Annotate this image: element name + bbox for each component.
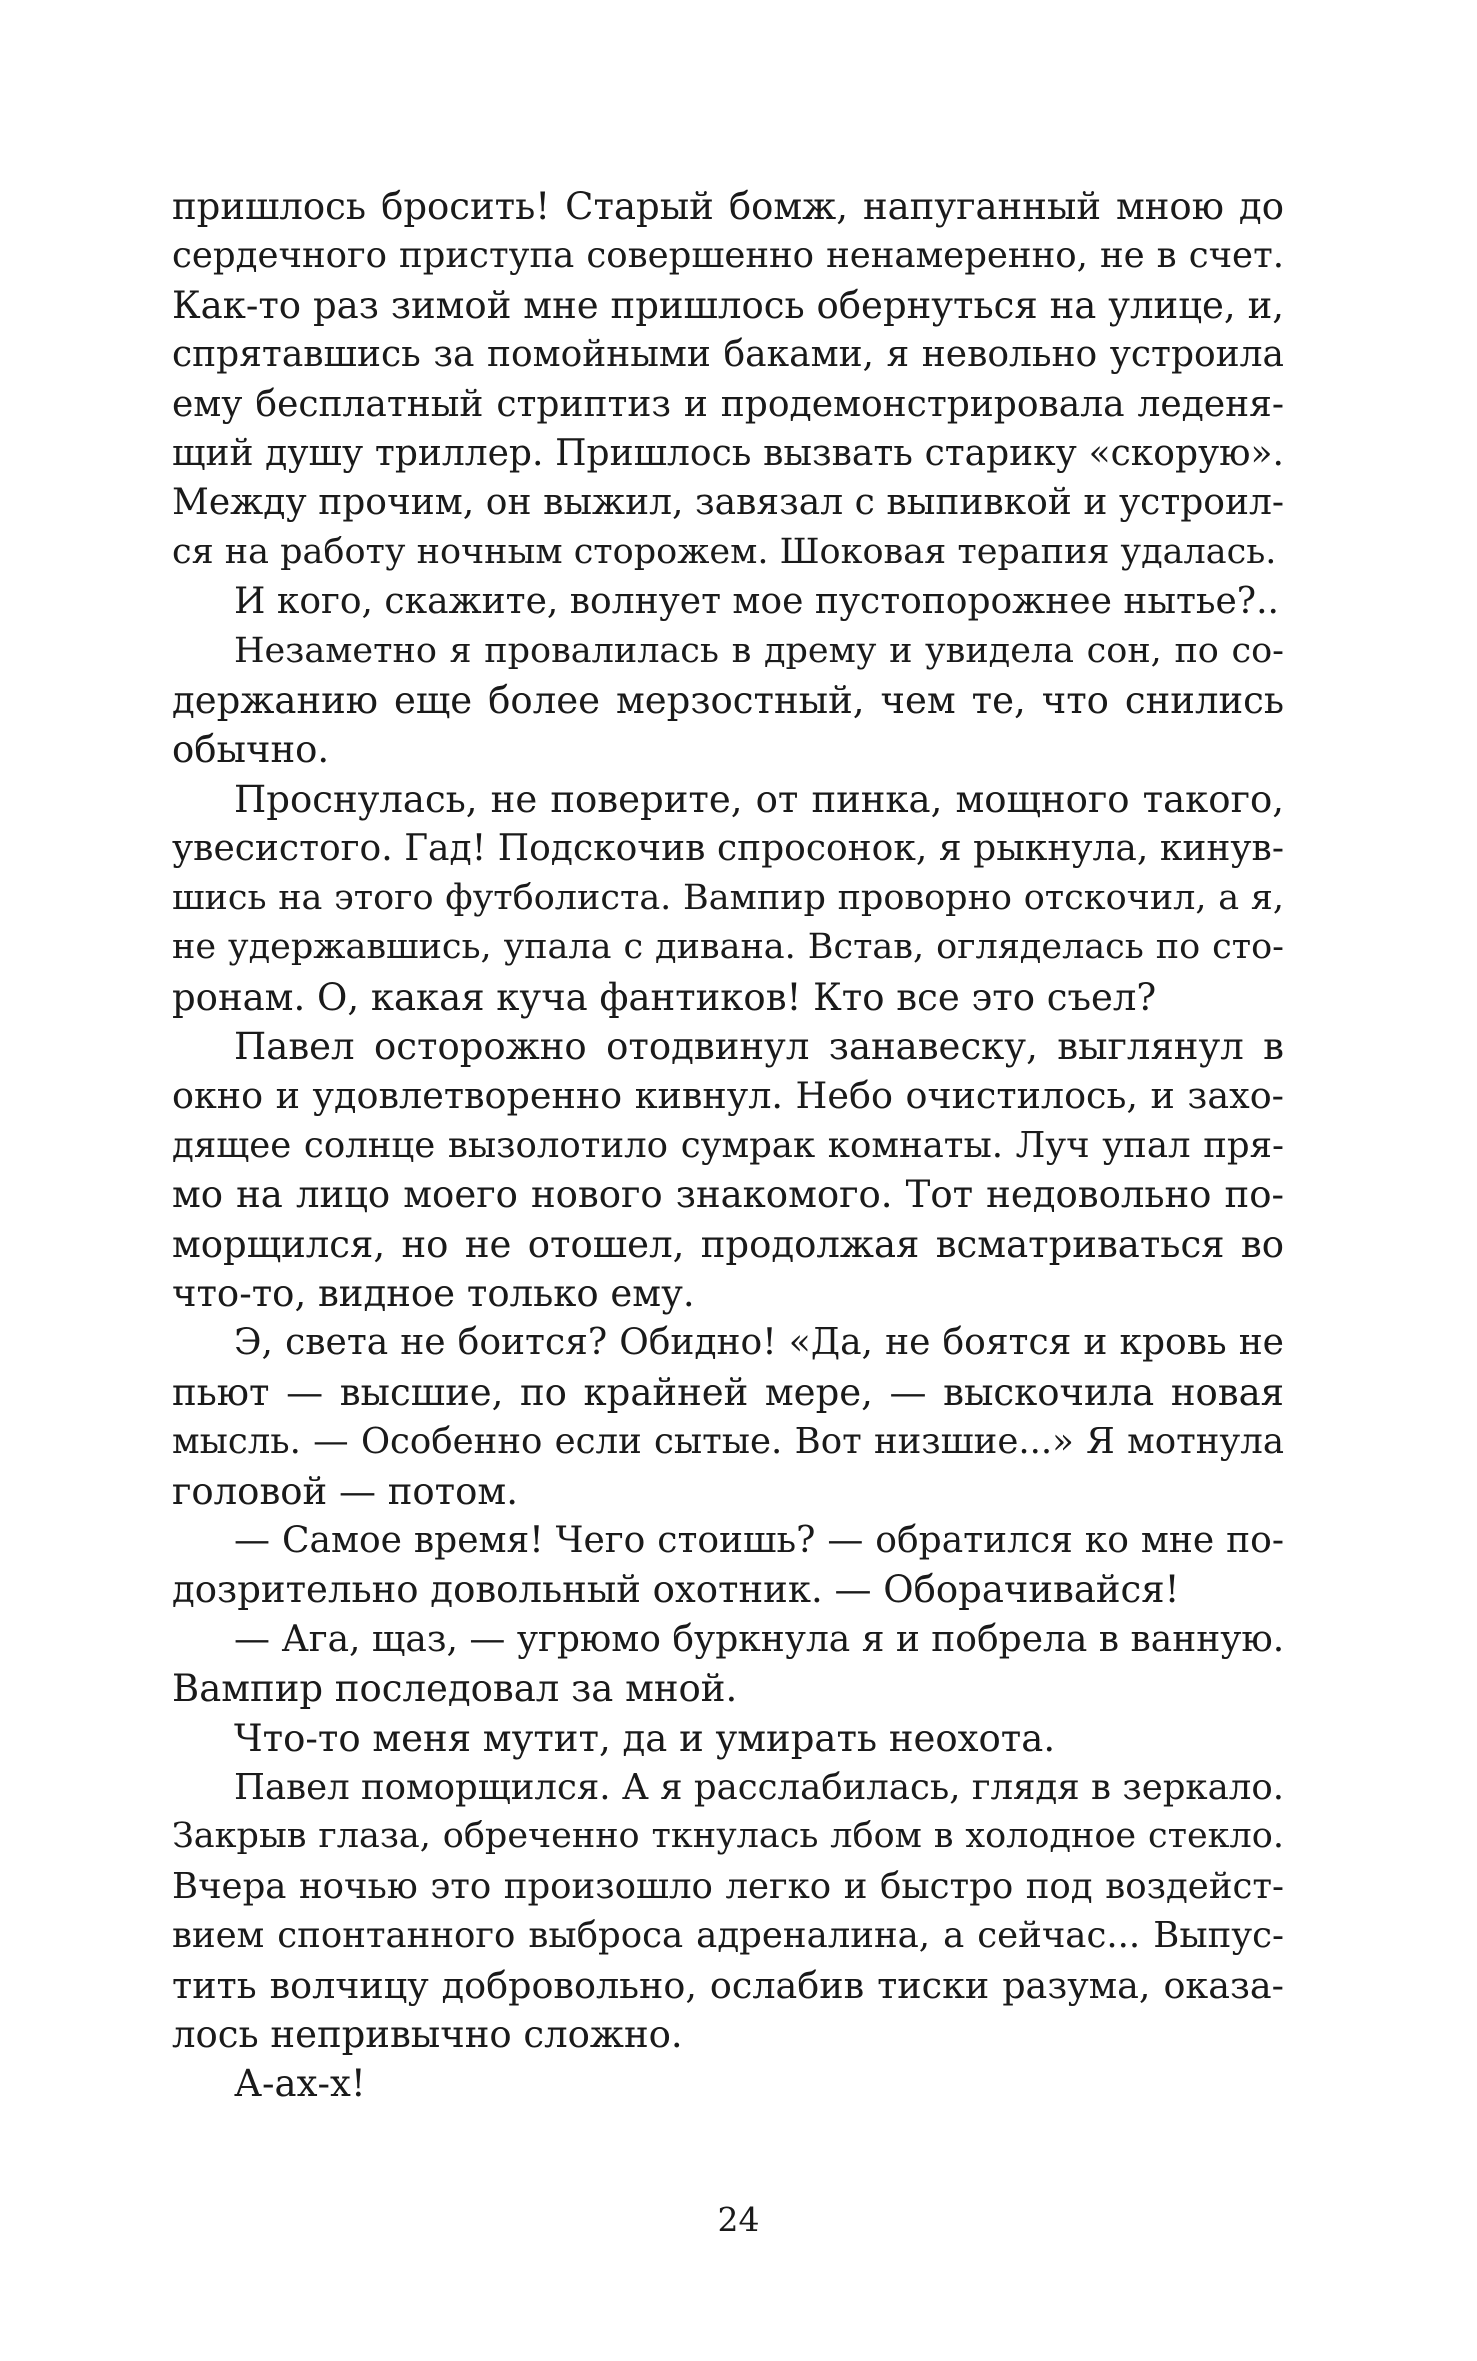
text-line: дозрительно довольный охотник. — Оборачивайся! [172, 1568, 1180, 1612]
text-line: спрятавшись за помойными баками, я невольно устроила [172, 334, 1284, 376]
text-line: ся на работу ночным сторожем. Шоковая терапия удалась. [172, 531, 1277, 572]
text-line: не удержавшись, упала с дивана. Встав, огляделась по сто- [172, 927, 1284, 968]
page-number: 24 [717, 2200, 760, 2239]
text-line: окно и удовлетворенно кивнул. Небо очистилось, и захо- [172, 1074, 1284, 1118]
text-line: Павел поморщился. А я расслабилась, глядя в зеркало. [234, 1767, 1284, 1808]
text-line: мо на лицо моего нового знакомого. Тот недовольно по- [172, 1173, 1284, 1217]
text-line: тить волчицу добровольно, ослабив тиски разума, оказа- [172, 1963, 1284, 2007]
text-line: — Ага, щаз, — угрюмо буркнула я и побрела в ванную. [234, 1618, 1285, 1660]
text-line: шись на этого футболиста. Вампир проворно отскочил, а я, [172, 877, 1284, 918]
text-line: А-ах-х! [234, 2062, 366, 2106]
text-line: увесистого. Гад! Подскочив спросонок, я рыкнула, кинув- [172, 828, 1284, 870]
text-line: мысль. — Особенно если сытые. Вот низшие...» Я мотнула [172, 1421, 1284, 1463]
text-line: Между прочим, он выжил, завязал с выпивкой и устроил- [172, 482, 1284, 524]
text-line: Незаметно я провалилась в дрему и увидела сон, по со- [234, 630, 1284, 671]
text-line: Как-то раз зимой мне пришлось обернуться на улице, и, [172, 283, 1284, 327]
paragraph [172, 182, 1284, 577]
text-line: пришлось бросить! Старый бомж, напуганный мною до [172, 185, 1284, 228]
text-line: держанию еще более мерзостный, чем те, что снились [172, 679, 1284, 723]
text-line: щий душу триллер. Пришлось вызвать старику «скорую». [172, 433, 1284, 475]
text-line: И кого, скажите, волнует мое пустопорожнее нытье?.. [234, 581, 1279, 623]
text-line: головой — потом. [172, 1469, 518, 1513]
text-line: дящее солнце вызолотило сумрак комнаты. Луч упал пря- [172, 1124, 1284, 1166]
paragraph [172, 1763, 1284, 2059]
paragraph [172, 775, 1284, 1022]
text-line: — Самое время! Чего стоишь? — обратился ко мне по- [234, 1519, 1284, 1561]
text-line: Э, света не боится? Обидно! «Да, не боятся и кровь не [234, 1322, 1284, 1364]
paragraph [172, 1318, 1284, 1516]
text-line: Что-то меня мутит, да и умирать неохота. [234, 1716, 1056, 1760]
text-line: Вампир последовал за мной. [172, 1667, 738, 1711]
paragraph [172, 577, 1284, 626]
text-line: Закрыв глаза, обреченно ткнулась лбом в холодное стекло. [172, 1816, 1284, 1857]
text-line: ему бесплатный стриптиз и продемонстрировала леденя- [172, 383, 1284, 425]
text-line: сердечного приступа совершенно ненамеренно, не в счет. [172, 235, 1284, 277]
text-line: обычно. [172, 728, 330, 772]
text-line: Проснулась, не поверите, от пинка, мощного такого, [234, 777, 1284, 821]
text-line: пьют — высшие, по крайней мере, — выскочила новая [172, 1370, 1284, 1414]
text-line: ронам. О, какая куча фантиков! Кто все это съел? [172, 975, 1157, 1019]
paragraph [172, 1022, 1284, 1318]
paragraph [172, 627, 1284, 775]
text-line: Павел осторожно отодвинул занавеску, выглянул в [234, 1024, 1284, 1068]
paragraph [172, 1516, 1284, 1615]
paragraph [172, 1714, 1284, 1763]
text-line: вием спонтанного выброса адреналина, а сейчас... Выпус- [172, 1915, 1284, 1957]
body-text [172, 182, 1284, 2109]
text-line: лось непривычно сложно. [172, 2013, 683, 2057]
paragraph [172, 1615, 1284, 1714]
text-line: что-то, видное только ему. [172, 1271, 695, 1315]
paragraph [172, 2059, 1284, 2108]
text-line: морщился, но не отошел, продолжая всматриваться во [172, 1222, 1284, 1266]
text-line: Вчера ночью это произошло легко и быстро под воздейст- [172, 1865, 1284, 1907]
